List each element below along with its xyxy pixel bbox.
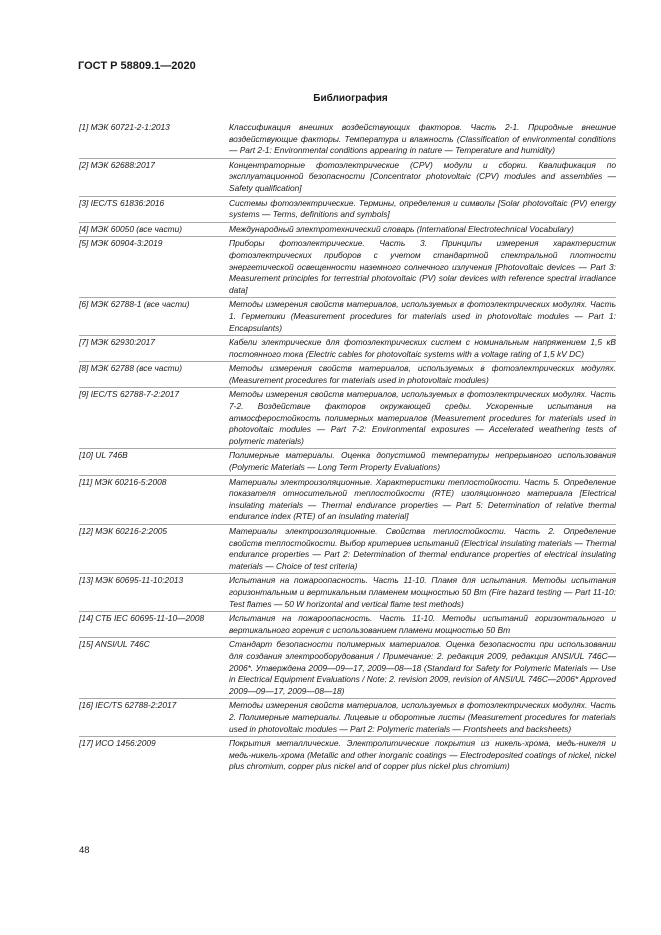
reference-code: [13] МЭК 60695-11-10:2013 <box>79 575 184 586</box>
reference-text: Системы фотоэлектрические. Термины, определения и символы [Solar photovoltaic (PV) energy systems — Terms, definitions and symbols] <box>229 197 616 220</box>
bibliography-entry <box>79 222 616 237</box>
reference-text: Методы измерения свойств материалов, используемых в фотоэлектрических модулях. Часть 7-2. Воздействие факторов окружающей среды. Ускоренные испытания на атмосферостойкость полимерных материалов (Measurement procedures for materials used in photovoltaic modules — Part 7-2: Environmental exposures — Accelerated weathering tests of polymeric materials) <box>229 389 616 446</box>
reference-text: Испытания на пожароопасность. Часть 11-10. Методы испытаний горизонтального и вертикального горения с использованием пламени мощностью 50 Вт <box>229 613 616 635</box>
bibliography-entry <box>79 573 616 611</box>
bibliography-entry <box>79 387 616 448</box>
bibliography-entry <box>79 448 616 474</box>
reference-text: Материалы электроизоляционные. Характеристики теплостойкости. Часть 5. Определение показателя относительной теплостойкости (RTE) изоляционного материала [Electrical insulating materials — Thermal endurance properties — Part 5: Determination of relative thermal endurance index (RTE) of an insulating material] <box>229 476 616 522</box>
bibliography-entry <box>79 236 616 297</box>
reference-code: [12] МЭК 60216-2:2005 <box>79 526 168 536</box>
reference-text: Методы измерения свойств материалов, используемых в фотоэлектрических модулях. (Measurement procedures for materials used in photovoltaic modules) <box>229 363 616 385</box>
reference-code: [1] МЭК 60721-2-1:2013 <box>79 122 170 132</box>
reference-code: [6] МЭК 62788-1 (все части) <box>79 299 190 310</box>
reference-text: Методы измерения свойств материалов, используемых в фотоэлектрических модулях. Часть 2. Полимерные материалы. Лицевые и оборотные листы (Measurement procedures for materials used in photovoltaic modules — Part 2: Polymeric materials — Frontsheets and backsheets) <box>229 700 616 734</box>
reference-code: [16] IEC/TS 62788-2:2017 <box>79 700 177 711</box>
reference-code: [7] МЭК 62930:2017 <box>79 337 155 348</box>
bibliography-entry <box>79 475 616 524</box>
reference-code: [17] ИСО 1456:2009 <box>79 738 156 749</box>
reference-code: [9] IEC/TS 62788-7-2:2017 <box>79 389 180 400</box>
document-header: ГОСТ Р 58809.1—2020 <box>78 60 196 72</box>
page-number: 48 <box>79 845 90 856</box>
reference-code: [2] МЭК 62688:2017 <box>79 159 155 170</box>
reference-text: Международный электротехнический словарь (International Electrotechnical Vocabulary) <box>229 223 574 234</box>
reference-text: Приборы фотоэлектрические. Часть 3. Принципы измерения характеристик фотоэлектрических приборов с учетом стандартной спектральной плотности энергетической освещенности наземного солнечного излучения [Photovoltaic devices — Part 3: Measurement principles for terrestrial photovoltaic (PV) solar devices with reference spectral irradiance data] <box>229 238 616 295</box>
bibliography-entry <box>79 158 616 196</box>
reference-text: Методы измерения свойств материалов, используемых в фотоэлектрических модулях. Часть 1. Герметики (Measurement procedures for materials used in photovoltaic modules — Part 1: Encapsulants) <box>229 299 616 333</box>
reference-code: [10] UL 746B <box>79 450 128 461</box>
bibliography-entry <box>79 361 616 387</box>
reference-code: [8] МЭК 62788 (все части) <box>79 363 183 374</box>
bibliography-entry <box>79 196 616 222</box>
bibliography-entry <box>79 698 616 736</box>
reference-text: Концентраторные фотоэлектрические (CPV) модули и сборки. Квалификация по эксплуатационной безопасности [Concentrator photovoltaic (CPV) modules and assemblies — Safety qualification] <box>229 159 616 193</box>
bibliography-entry <box>79 297 616 335</box>
bibliography-entry <box>79 611 616 637</box>
reference-code: [14] СТБ IEC 60695-11-10—2008 <box>79 613 205 624</box>
reference-text: Кабели электрические для фотоэлектрических систем с номинальным напряжением 1,5 кВ постоянного тока (Electric cables for photovoltaic systems with a voltage rating of 1,5 kV DC) <box>229 337 616 359</box>
reference-text: Полимерные материалы. Оценка допустимой температуры непрерывного использования (Polymeric Materials — Long Term Property Evaluations) <box>229 450 616 473</box>
reference-text: Испытания на пожароопасность. Часть 11-10. Пламя для испытания. Методы испытания горизонтальным и вертикальным пламенем мощностью 50 Вт (Fire hazard testing — Part 11-10: Test flames — 50 W horizontal and vertical flame test methods) <box>229 575 616 609</box>
bibliography-entry <box>79 524 616 573</box>
bibliography-entry <box>79 736 616 774</box>
reference-text: Материалы электроизоляционные. Свойства теплостойкости. Часть 2. Определение свойств теплостойкости. Выбор критериев испытаний (Electrical insulating materials — Thermal endurance properties — Part 2: Determination of thermal endurance properties of electrical insulating materials — Choice of test criteria) <box>229 526 616 571</box>
bibliography-entry <box>79 637 616 698</box>
reference-code: [4] МЭК 60050 (все части) <box>79 223 183 234</box>
bibliography-entry <box>79 121 616 158</box>
reference-code: [3] IEC/TS 61836:2016 <box>79 197 165 208</box>
reference-text: Классификация внешних воздействующих факторов. Часть 2-1. Природные внешние воздействующие факторы. Температура и влажность (Classification of environmental conditions — Part 2-1: Environmental conditions appearing in nature — Temperature and humidity) <box>229 122 616 156</box>
reference-code: [5] МЭК 60904-3:2019 <box>79 238 163 249</box>
reference-code: [11] МЭК 60216-5:2008 <box>79 476 167 487</box>
section-title: Библиография <box>313 93 388 104</box>
reference-text: Покрытия металлические. Электролитические покрытия из никель-хрома, медь-никеля и медь-никель-хрома (Metallic and other inorganic coatings — Electrodeposited coatings of nickel, nickel plus chromium, copper plus nickel and of copper plus nickel plus chromium) <box>229 738 616 772</box>
bibliography-list <box>79 121 616 774</box>
bibliography-entry <box>79 335 616 361</box>
reference-code: [15] ANSI/UL 746C <box>79 639 150 650</box>
reference-text: Стандарт безопасности полимерных материалов. Оценка безопасности при использовании для создания электрооборудования / Примечание: 2. редакция 2009, редакция ANSI/UL 746C—2006*. Утверждена 2009—09—17, 2009—08—18 (Standard for Safety for Polymeric Materials — Use in Electrical Equipment Evaluations / Note: 2. revision 2009, revision of ANSI/UL 746C—2006* Approved 2009—09—17, 2009—08—18) <box>229 639 617 696</box>
